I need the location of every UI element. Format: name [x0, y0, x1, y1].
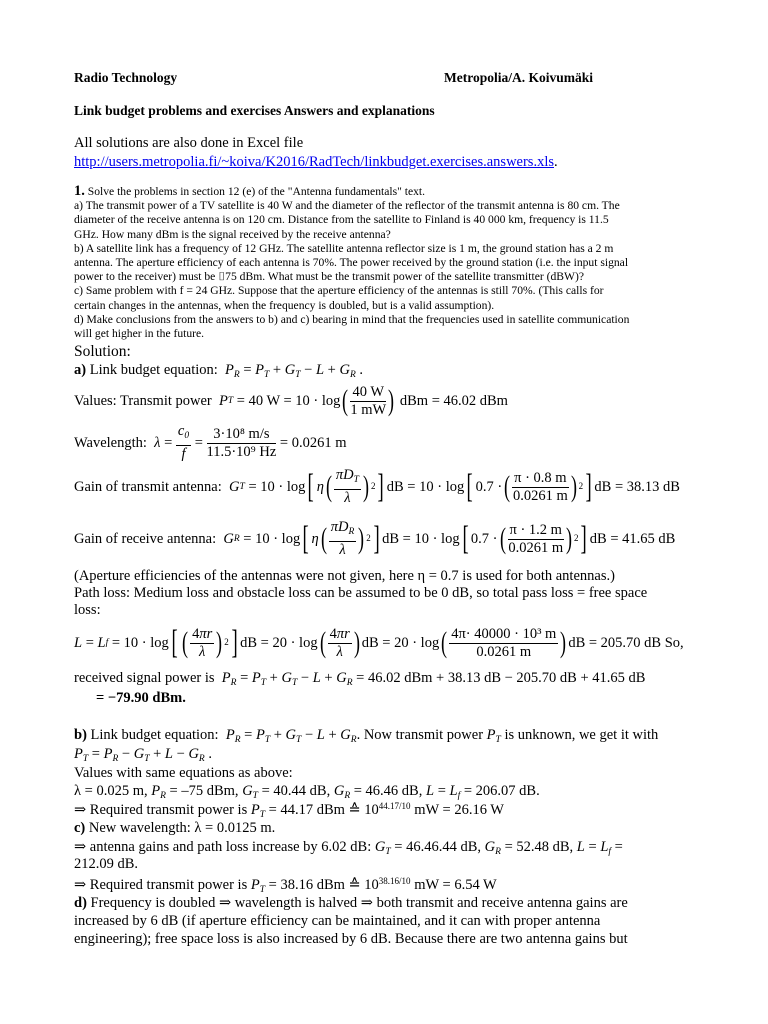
- part-b-rearranged: $P_T = P_R - G_T + L - G_R$ .: [74, 746, 212, 764]
- part-d-line: d) Frequency is doubled ⇒ wavelength is halved ⇒ both transmit and receive antenna gains are: [74, 895, 628, 911]
- intro-text: All solutions are also done in Excel file: [74, 135, 304, 151]
- part-c-required-power: ⇒ Required transmit power is $P_T = 38.16$ dBm ≙ $10^{38.16/10}$ mW = 6.54 W: [74, 876, 497, 895]
- part-d-line: engineering); free space loss is also increased by 6 dB. Because there are two antenna gains but: [74, 931, 628, 947]
- problem-line: d) Make conclusions from the answers to b) and c) bearing in mind that the frequencies used in satellite communication: [74, 312, 630, 326]
- receive-gain-equation: Gain of receive antenna: G R = 10 · log [ η ( $\frac{\pi D_R}{\lambda}$ ) 2 ] dB = 10 · log [ 0.7 · ( $\frac{\pi \cdot 1.2 m}{0.0261 m}$ ) 2 ] dB = 41.65 dB: [74, 519, 676, 558]
- problem-line: antenna. The aperture efficiency of each antenna is 70%. The power received by the ground station (i.e. the input signal: [74, 256, 629, 270]
- intro-link-line: [74, 154, 558, 171]
- wavelength-equation: Wavelength: λ = $\frac{c_0}{f}$ = $\frac{\text{3·10⁸ m/s}}{\text{11.5·10⁹ Hz}}$ = 0.0261 m: [74, 423, 347, 462]
- gain-rx-fraction: $\frac{\pi \cdot 1.2 m}{0.0261 m}$: [508, 521, 564, 556]
- intro-period: .: [554, 154, 558, 170]
- part-b-values: λ = 0.025 m, $P_R = -75$ dBm, $G_T = 40.44$ dB, $G_R = 46.46$ dB, $L = L_f = 206.07$ dB.: [74, 783, 540, 801]
- part-d-line: increased by 6 dB (if aperture efficiency can be maintained, and it can with proper antenna: [74, 913, 601, 929]
- tp-fraction: $\frac{40 W}{1 mW}$: [350, 383, 387, 418]
- part-b-required-power: ⇒ Required transmit power is $P_T = 44.17$ dBm ≙ $10^{44.17/10}$ mW = 26.16 W: [74, 801, 504, 820]
- excel-file-link[interactable]: http://users.metropolia.fi/~koiva/K2016/RadTech/linkbudget.exercises.answers.xls: [74, 154, 554, 170]
- problem-line: a) The transmit power of a TV satellite is 40 W and the diameter of the reflector of the transmit antenna is 80 cm. The: [74, 199, 620, 213]
- part-c-gains-cont: 212.09 dB.: [74, 856, 139, 872]
- problem-line: b) A satellite link has a frequency of 12 GHz. The satellite antenna reflector size is 1 m, the ground station has a 2 m: [74, 241, 614, 255]
- received-power-equation: received signal power is $P_R = P_T + G_T - L + G_R = 46.02$ dBm + 38.13 dB − 205.70 dB + 41.65 dB: [74, 670, 646, 688]
- transmit-gain-equation: Gain of transmit antenna: G T = 10 · log [ η ( $\frac{\pi D_T}{\lambda}$ ) 2 ] dB = 10 · log [ 0.7 · ( $\frac{\pi \cdot 0.8 m}{0.0261 m}$ ) 2 ] dB = 38.13 dB: [74, 467, 680, 506]
- path-loss-text: Path loss: Medium loss and obstacle loss can be assumed to be 0 dB, so total pass loss = free space: [74, 585, 648, 601]
- problem-line: 1. Solve the problems in section 12 (e) of the "Antenna fundamentals" text.: [74, 183, 425, 199]
- problem-number: 1.: [74, 183, 85, 199]
- wavelength-fraction: $\frac{\text{3·10⁸ m/s}}{\text{11.5·10⁹ Hz}}$: [206, 425, 277, 460]
- part-c-gains: ⇒ antenna gains and path loss increase by 6.02 dB: $G_T = 46.46.44$ dB, $G_R = 52.48$ dB, $L = L_f$ =: [74, 839, 623, 857]
- received-power-result: = −79.90 dBm.: [96, 690, 186, 706]
- problem-line: GHz. How many dBm is the signal received by the receive antenna?: [74, 227, 391, 241]
- part-b-equation: b) Link budget equation: $P_R = P_T + G_T - L + G_R$. Now transmit power $P_T$ is unknown, we get it with: [74, 727, 659, 745]
- author-label: Metropolia/A. Koivumäki: [444, 70, 594, 85]
- path-loss-equation: L = L f = 10 · log [ ( $\frac{4\pi r}{\lambda}$ ) 2 ] dB = 20 · log ( $\frac{4\pi r}{\lambda}$ ) dB = 20 · log ( $\frac{\text{4π· 40000 · 10³ m}}{0.0261 m}$ ) dB = 205.70 dB So,: [74, 624, 684, 661]
- part-b-values-heading: Values with same equations as above:: [74, 765, 293, 781]
- course-title: Radio Technology: [74, 70, 178, 85]
- problem-line: will get higher in the future.: [74, 327, 205, 341]
- aperture-note: (Aperture efficiencies of the antennas were not given, here η = 0.7 is used for both antennas.): [74, 568, 615, 584]
- link-budget-equation-a: a) Link budget equation: $P_R = P_T + G_T - L + G_R$ .: [74, 362, 364, 380]
- document-title: Link budget problems and exercises Answers and explanations: [74, 103, 435, 118]
- part-c-wavelength: c) New wavelength: λ = 0.0125 m.: [74, 820, 276, 836]
- path-loss-text-2: loss:: [74, 602, 101, 618]
- problem-block: [74, 184, 629, 341]
- problem-line: certain changes in the antennas, when the frequency is doubled, but is a valid assumption).: [74, 298, 495, 312]
- gain-tx-fraction: $\frac{\pi \cdot 0.8 m}{0.0261 m}$: [512, 469, 568, 504]
- problem-line: power to the receiver) must be ⌷75 dBm. What must be the transmit power of the satellite transmitter (dBW)?: [74, 270, 584, 284]
- solution-heading: Solution:: [74, 343, 131, 360]
- problem-line: c) Same problem with f = 24 GHz. Suppose that the aperture efficiency of the antennas is still 70%. (This calls for: [74, 284, 604, 298]
- path-loss-fraction: $\frac{\text{4π· 40000 · 10³ m}}{0.0261 m}$: [451, 625, 557, 660]
- problem-line: diameter of the receive antenna is on 120 cm. Distance from the satellite to Finland is 40 000 km, frequency is 11.5: [74, 213, 609, 227]
- transmit-power-equation: Values: Transmit power P T = 40 W = 10 · log ( $\frac{40 W}{1 mW}$ ) dBm = 46.02 dBm: [74, 383, 508, 418]
